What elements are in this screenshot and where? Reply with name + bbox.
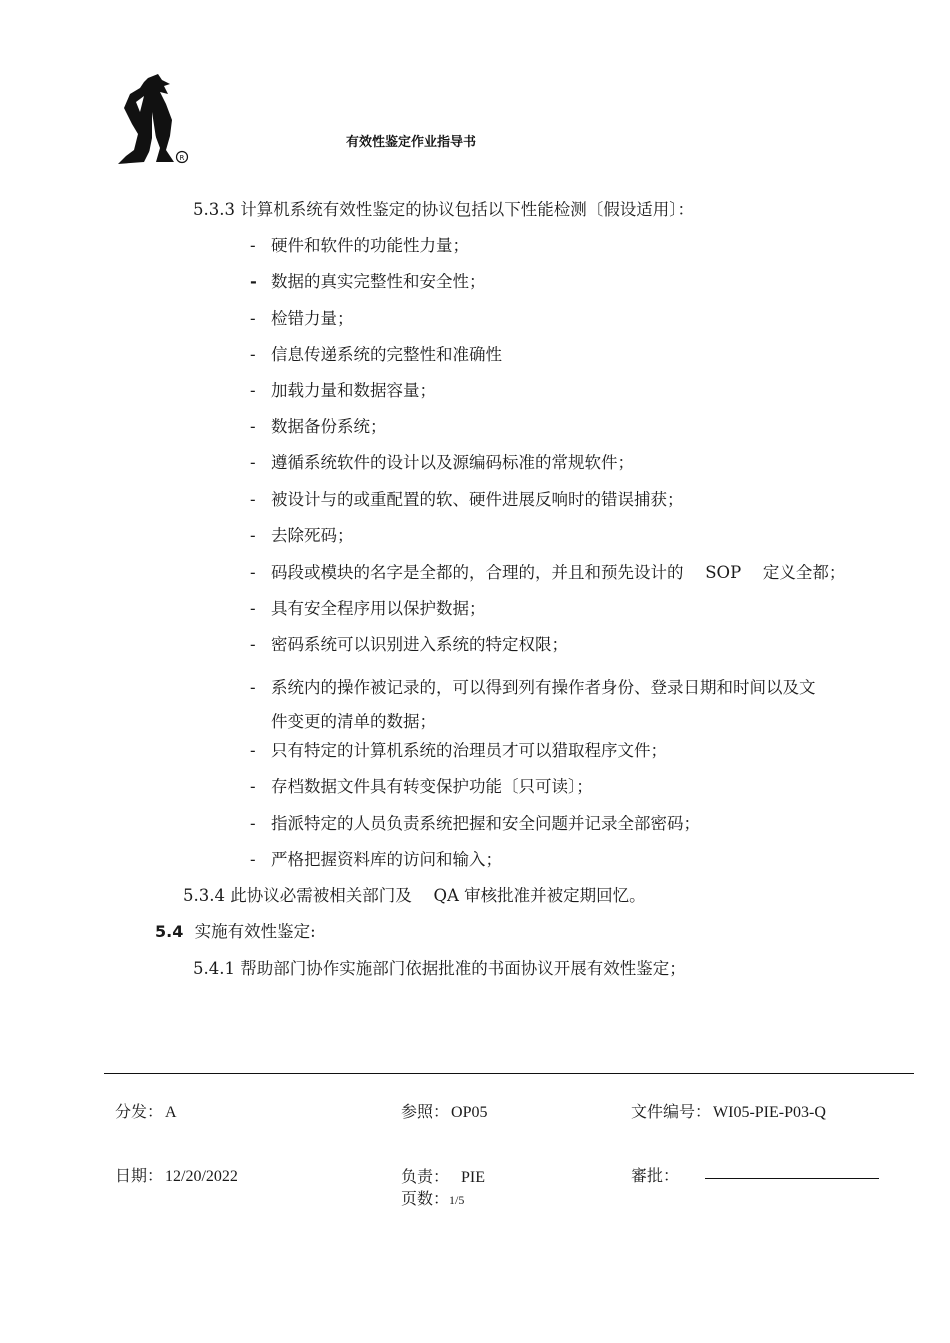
list-item: - 密码系统可以识别进入系统的特定权限； <box>250 635 568 654</box>
dash-marker: - <box>250 272 257 291</box>
list-item: - 指派特定的人员负责系统把握和安全问题并记录全部密码； <box>250 814 700 833</box>
dash-marker: - <box>250 453 256 472</box>
dash-marker: - <box>250 850 256 869</box>
list-item: - 检错力量； <box>250 309 354 328</box>
list-item: - 严格把握资料库的访问和输入； <box>250 850 502 869</box>
list-item: - 硬件和软件的功能性力量； <box>250 236 469 255</box>
dash-marker: - <box>250 678 256 697</box>
document-title: 有效性鉴定作业指导书 <box>346 135 477 150</box>
footer-date: 日期： 12/20/2022 <box>115 1168 238 1185</box>
dash-marker: - <box>250 526 256 545</box>
list-item: - 加载力量和数据容量； <box>250 381 436 400</box>
dash-marker: - <box>250 563 256 582</box>
footer-distribution: 分发： A <box>115 1104 177 1121</box>
dash-marker: - <box>250 777 256 796</box>
section-5-3-3: 5.3.3 计算机系统有效性鉴定的协议包括以下性能检测〔假设适用〕： <box>193 200 694 219</box>
section-number: 5.4 <box>155 922 184 941</box>
dash-marker: - <box>250 345 256 364</box>
list-item-wrapped: - 系统内的操作被记录的，可以得到列有操作者身份、登录日期和时间以及文 件变更的清单的数据； <box>250 671 816 739</box>
dash-marker: - <box>250 417 256 436</box>
dash-marker: - <box>250 599 256 618</box>
approval-signature-line <box>705 1178 879 1179</box>
dash-marker: - <box>250 236 256 255</box>
footer-document-number: 文件编号： WI05-PIE-P03-Q <box>631 1104 826 1121</box>
list-item: - 数据备份系统； <box>250 417 387 436</box>
footer-page-count: 页数：1/5 <box>401 1191 465 1208</box>
list-item: - 被设计与的或重配置的软、硬件进展反响时的错误捕获； <box>250 490 684 509</box>
footer-owner: 负责： PIE <box>401 1169 486 1186</box>
section-5-4-heading <box>155 921 316 943</box>
dash-marker: - <box>250 814 256 833</box>
company-logo <box>110 72 192 168</box>
footer-approval: 審批： <box>631 1168 680 1185</box>
list-item: - 去除死码； <box>250 526 354 545</box>
list-item: - 遵循系统软件的设计以及源编码标准的常规软件； <box>250 453 634 472</box>
list-item: - 信息传递系统的完整性和准确性 <box>250 345 502 364</box>
svg-text:R: R <box>179 154 185 162</box>
list-item: - 存档数据文件具有转变保护功能〔只可读〕； <box>250 777 593 796</box>
section-5-3-4: 5.3.4 此协议必需被相关部门及 QA 审核批准并被定期回忆。 <box>183 886 646 905</box>
section-heading-text: 实施有效性鉴定: <box>194 922 316 941</box>
section-5-4-1: 5.4.1 帮助部门协作实施部门依据批准的书面协议开展有效性鉴定； <box>193 959 686 978</box>
footer-divider <box>104 1073 914 1074</box>
list-item: - 码段或模块的名字是全都的，合理的，并且和预先设计的 SOP 定义全都； <box>250 563 846 582</box>
dash-marker: - <box>250 490 256 509</box>
list-item: - 具有安全程序用以保护数据； <box>250 599 486 618</box>
dash-marker: - <box>250 635 256 654</box>
list-item: - 只有特定的计算机系统的治理员才可以猎取程序文件； <box>250 741 667 760</box>
dash-marker: - <box>250 381 256 400</box>
dash-marker: - <box>250 741 256 760</box>
footer-reference: 参照： OP05 <box>401 1104 488 1121</box>
dash-marker: - <box>250 309 256 328</box>
list-item: - 数据的真实完整性和安全性； <box>250 272 486 291</box>
